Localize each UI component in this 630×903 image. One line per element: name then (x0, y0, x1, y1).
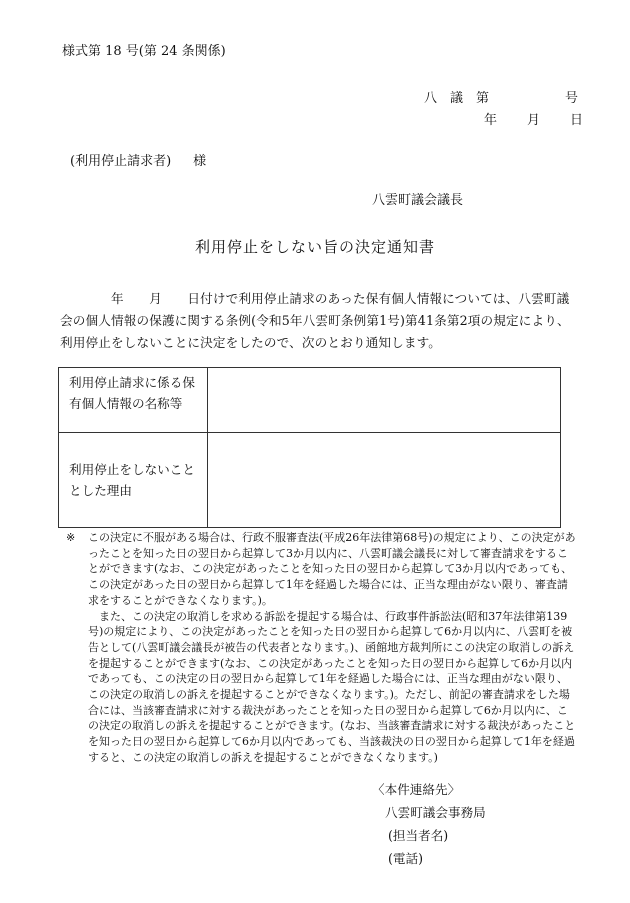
table-row (59, 368, 561, 433)
date-day-label: 日 (570, 113, 584, 128)
appeal-notice-paragraph-2: また、この決定の取消しを求める訴訟を提起する場合は、行政事件訴訟法(昭和37年法律第139号)の規定により、この決定があったことを知った日の翌日から起算して6か月以内に、八雲町を被告として(八雲町議会議長が被告の代表者となります。)、函館地方裁判所にこの決定の取消しの訴えを提起することができます(なお、この決定があったことを知った日の翌日から起算して6か月以内であっても、この決定の日の翌日から起算して1年を経過した場合には、正当な理由がない限り、この決定の取消しの訴えを提起することができなくなります。)。ただし、前記の審査請求をした場合には、当該審査請求に対する裁決があったことを知った日の翌日から起算して6か月以内に、この決定の取消しの訴えを提起することができます。(なお、当該審査請求に対する裁決があったことを知った日の翌日から起算して6か月以内であっても、当該裁決の日の翌日から起算して1年を経過すると、この決定の取消しの訴えを提起することができなくなります。) (88, 609, 576, 764)
info-name-label: 利用停止請求に係る保有個人情報の名称等 (59, 368, 208, 433)
recipient-honorific: 様 (193, 154, 207, 169)
decision-table (58, 367, 561, 528)
document-title: 利用停止をしない旨の決定通知書 (194, 238, 435, 256)
note-mark: ※ (66, 531, 76, 544)
sender-name: 八雲町議会議長 (372, 193, 464, 208)
appeal-notice-text-1: この決定に不服がある場合は、行政不服審査法(平成26年法律第68号)の規定により、この決定があったことを知った日の翌日から起算して3か月以内に、八雲町議会議長に対して審査請求をすることができます(なお、この決定があったことを知った日の翌日から起算して3か月以内であっても、この決定があった日の翌日から起算して1年を経過した場合には、正当な理由がない限り、審査請求をすることができなくなります。)。 (88, 531, 576, 607)
info-name-value (208, 368, 561, 433)
notice-body: 年 月 日付けで利用停止請求のあった保有個人情報については、八雲町議会の個人情報の保護に関する条例(令和5年八雲町条例第1号)第41条第2項の規定により、利用停止をしないことに決定をしたので、次のとおり通知します。 (60, 291, 570, 350)
appeal-notice (66, 530, 578, 766)
form-number: 様式第 18 号(第 24 条関係) (62, 44, 226, 59)
reason-label: 利用停止をしないこととした理由 (59, 433, 208, 528)
contact-office: 八雲町議会事務局 (385, 805, 486, 820)
contact-person: (担当者名) (388, 828, 449, 843)
date-year-label: 年 (484, 113, 498, 128)
document-number-line (424, 87, 578, 106)
appeal-notice-paragraph-1 (66, 530, 578, 609)
document-number-prefix: 八 議 第 (424, 91, 490, 106)
contact-phone: (電話) (388, 851, 424, 866)
date-month-label: 月 (527, 113, 541, 128)
issue-date-line (484, 109, 583, 128)
recipient-line (70, 150, 206, 169)
document-number-suffix: 号 (565, 91, 579, 106)
recipient-label: (利用停止請求者) (70, 154, 172, 169)
table-row (59, 433, 561, 528)
reason-value (208, 433, 561, 528)
contact-heading: 〈本件連絡先〉 (372, 782, 461, 797)
